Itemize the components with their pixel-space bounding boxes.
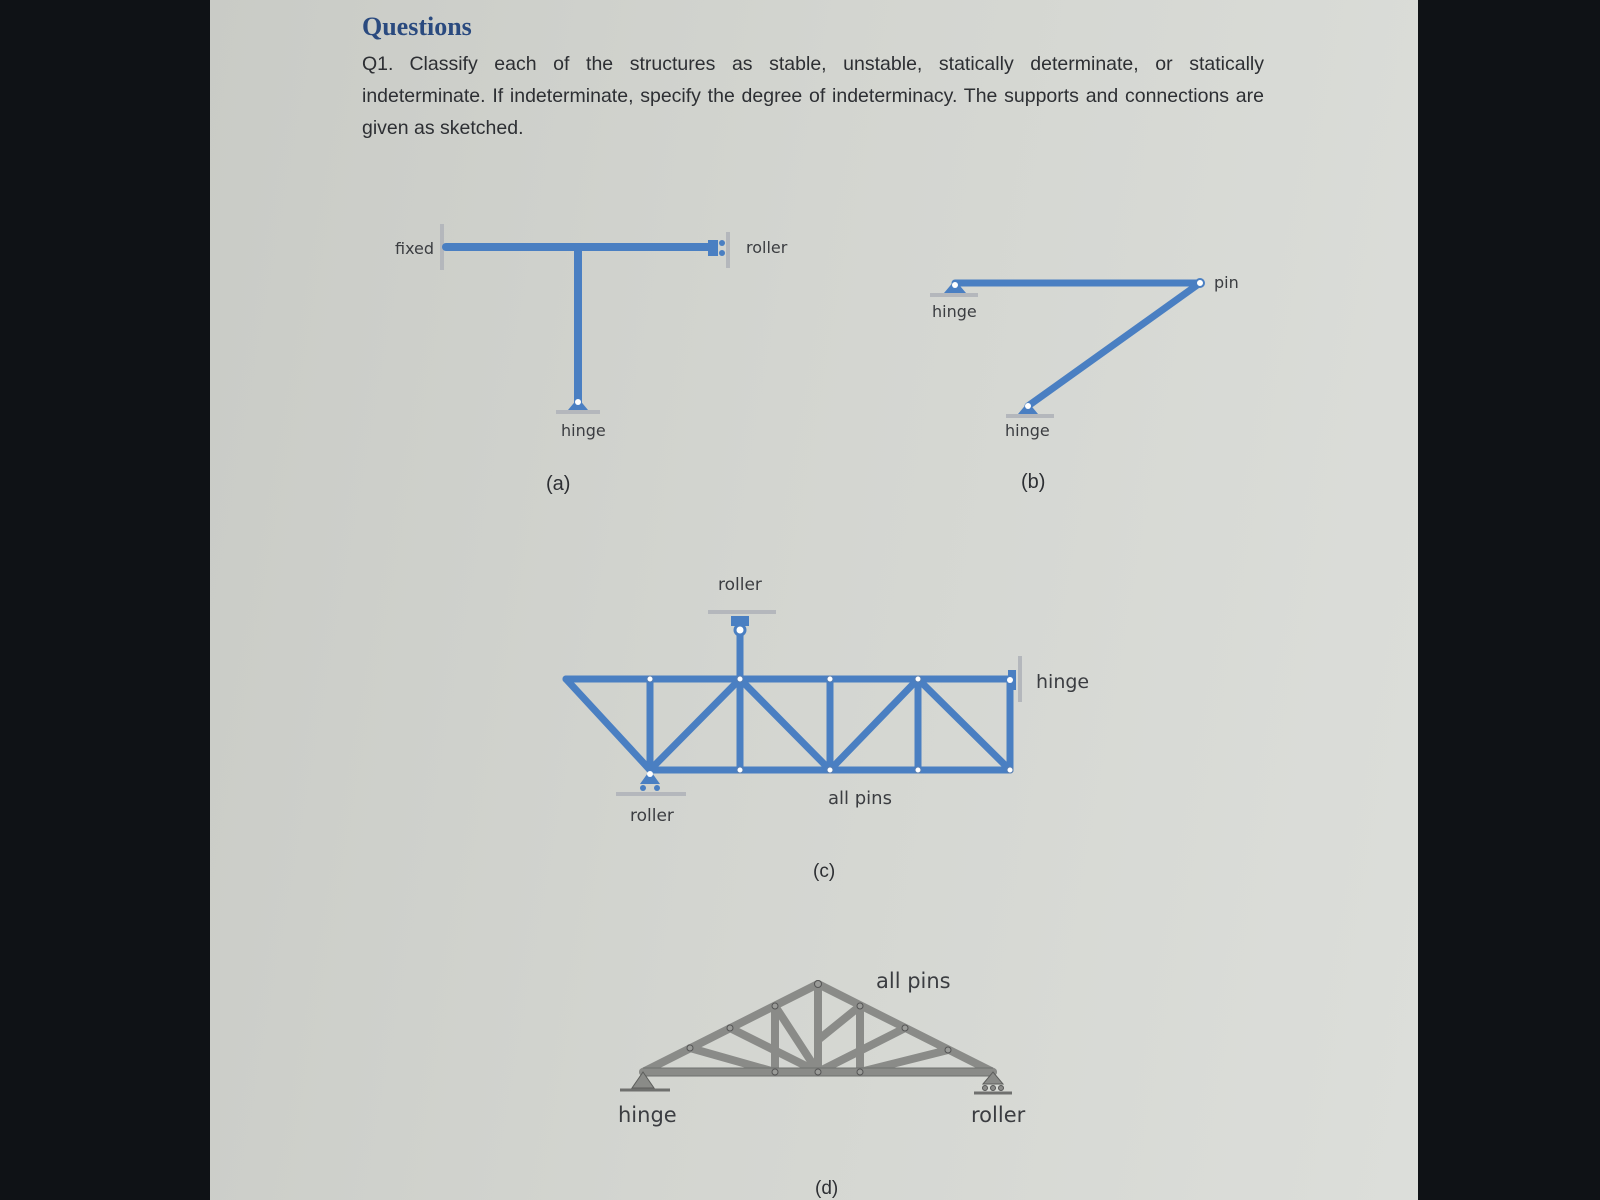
figure-c [566,575,1089,882]
label-all-pins-d: all pins [876,969,951,993]
label-roller-c-bottom: roller [630,806,674,826]
label-fixed: fixed [395,239,435,258]
truss-d-members [643,984,993,1072]
question-number: Q1. [362,53,394,75]
label-hinge-c: hinge [1036,671,1090,693]
truss-c-members [566,625,1010,770]
roller-support-c-top [708,612,776,635]
label-roller-d: roller [971,1103,1026,1127]
label-hinge-d: hinge [618,1103,677,1127]
caption-b: (b) [1021,471,1046,493]
heading-questions: Questions [362,12,472,41]
hinge-support-b-bottom [1006,402,1054,416]
label-roller-a: roller [746,238,788,257]
caption-c: (c) [813,861,836,882]
caption-d: (d) [815,1178,839,1199]
question-body: Classify each of the structures as stable, unstable, statically determinate, or statically indeterminate. If indeterminate, specify the degree of indeterminacy. The supports and connections are given as sketched. [362,53,1264,139]
label-hinge-a: hinge [561,421,606,440]
figure-a [395,224,788,495]
roller-support-c-bottom [616,770,686,794]
label-all-pins-c: all pins [828,788,892,809]
pin-node-b [1196,279,1204,287]
figure-d [618,969,1026,1199]
label-pin-b: pin [1214,273,1239,292]
caption-a: (a) [546,473,571,495]
hinge-support-a [556,398,600,412]
roller-support-a [708,232,728,268]
figure-b [930,273,1239,493]
label-hinge-b-top: hinge [932,302,977,321]
strut-b [1028,283,1200,406]
label-hinge-b-bottom: hinge [1005,421,1050,440]
label-roller-c-top: roller [718,575,762,595]
